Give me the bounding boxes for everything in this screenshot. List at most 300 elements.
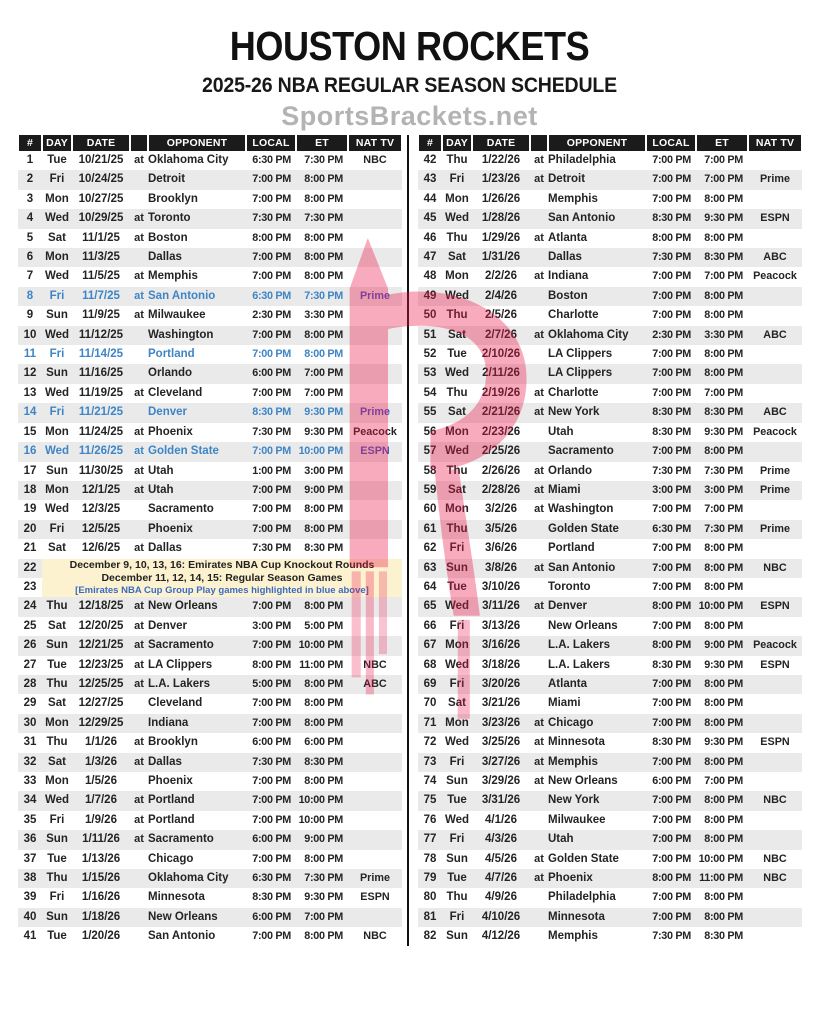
opponent-cell: Memphis [148,270,198,283]
column-header-at [130,135,148,151]
at-cell: at [534,852,544,865]
nattv-cell [748,888,802,907]
game-number-cell: 16 [18,442,42,461]
local-time-cell: 7:00 PM [252,386,291,399]
game-row [18,151,402,170]
et-time-cell: 7:30 PM [296,287,348,306]
et-time-cell: 10:00 PM [296,636,348,655]
at-cell [530,675,548,694]
at-cell [530,306,548,325]
et-time-cell: 8:00 PM [696,442,748,461]
column-header-row [18,135,402,151]
nattv-cell [748,578,802,597]
game-row [18,830,402,849]
et-time-cell: 9:00 PM [696,636,748,655]
day-cell: Sat [48,231,66,244]
local-time-cell: 7:00 PM [252,852,291,865]
day-cell: Thu [446,154,468,166]
nattv-cell: Peacock [353,425,397,438]
et-time-cell: 8:00 PM [696,830,748,849]
local-time-cell: 7:00 PM [246,791,296,810]
date-cell: 3/27/26 [472,753,530,772]
at-cell [130,403,148,422]
date-cell: 2/10/26 [481,348,521,361]
local-time-cell: 7:00 PM [252,775,291,787]
local-time-cell: 8:30 PM [246,403,296,422]
nattv-cell [748,927,802,946]
opponent-cell: LA Clippers [148,658,213,671]
nattv-cell [748,190,802,209]
game-number-cell: 33 [23,775,37,787]
game-number-cell: 52 [423,348,437,361]
game-number-cell: 73 [418,753,442,772]
schedule-table-left [18,135,402,947]
date-cell: 12/3/25 [81,503,121,516]
game-number-cell: 6 [18,248,42,267]
game-number-cell: 25 [23,619,37,632]
day-cell: Thu [42,597,72,616]
at-cell: at [130,675,148,694]
nattv-cell [748,384,802,403]
local-time-cell: 7:30 PM [246,209,296,228]
date-cell: 3/8/26 [472,559,530,578]
local-time-cell: 7:00 PM [652,348,691,361]
date-cell: 3/29/26 [481,775,521,787]
et-time-cell: 9:00 PM [296,830,348,849]
nattv-cell: NBC [763,852,787,865]
game-row [18,326,402,345]
opponent-cell: Brooklyn [148,736,198,749]
game-row [18,500,402,519]
game-number-cell: 36 [18,830,42,849]
local-time-cell: 7:00 PM [252,697,291,710]
opponent-cell: Sacramento [148,830,246,849]
local-time-cell: 8:00 PM [652,231,691,244]
day-cell: Wed [42,326,72,345]
et-time-cell: 5:00 PM [304,619,343,632]
at-cell [530,811,548,830]
column-header-et: ET [296,135,348,151]
date-cell: 1/3/26 [72,753,130,772]
date-cell: 1/9/26 [85,813,117,826]
opponent-cell: Cleveland [148,697,203,710]
local-time-cell: 7:30 PM [252,425,291,438]
game-number-cell: 66 [423,619,437,632]
local-time-cell: 7:00 PM [652,270,691,283]
at-cell [530,791,548,810]
et-time-cell: 8:00 PM [296,675,348,694]
opponent-cell: Utah [548,830,646,849]
nattv-cell [748,539,802,558]
game-row [418,248,802,267]
day-cell: Fri [49,891,65,904]
et-time-cell: 3:00 PM [696,481,748,500]
opponent-cell: New York [548,403,646,422]
at-cell: at [134,619,144,632]
local-time-cell: 7:00 PM [646,714,696,733]
nattv-cell: ESPN [760,736,790,749]
date-cell: 3/23/26 [472,714,530,733]
nattv-cell [348,326,402,345]
at-cell: at [130,481,148,500]
day-cell: Mon [42,248,72,267]
date-cell: 12/27/25 [78,697,124,710]
game-row [418,267,802,286]
game-number-cell: 7 [26,270,34,283]
schedule-tables [18,135,802,947]
nattv-cell: ESPN [760,658,790,671]
date-cell: 1/16/26 [81,891,121,904]
local-time-cell: 7:00 PM [252,503,291,516]
et-time-cell: 8:00 PM [304,270,343,283]
date-cell: 11/1/25 [82,231,120,244]
day-cell: Mon [42,714,72,733]
game-row [418,442,802,461]
opponent-cell: Phoenix [148,775,193,787]
date-cell: 11/24/25 [78,425,124,438]
et-time-cell: 9:30 PM [704,658,743,671]
at-cell: at [530,869,548,888]
local-time-cell: 8:00 PM [252,231,291,244]
nattv-cell [748,617,802,636]
nattv-cell: Peacock [748,636,802,655]
game-number-cell: 61 [418,520,442,539]
et-time-cell: 8:00 PM [296,714,348,733]
at-cell: at [534,464,544,477]
game-row [18,229,402,248]
day-cell: Fri [42,287,72,306]
game-number-cell: 40 [18,908,42,927]
et-time-cell: 8:00 PM [304,775,343,787]
at-cell: at [134,386,144,399]
nattv-cell [348,811,402,830]
game-row [418,229,802,248]
game-number-cell: 11 [23,348,37,361]
nattv-cell: NBC [363,658,387,671]
game-number-cell: 9 [26,309,34,322]
nattv-cell [348,830,402,849]
game-row [418,326,802,345]
local-time-cell: 2:30 PM [252,309,291,322]
day-cell: Sun [46,309,68,322]
nattv-cell [348,753,402,772]
nattv-cell [748,830,802,849]
at-cell [530,190,548,209]
game-number-cell: 12 [18,364,42,383]
local-time-cell: 1:00 PM [252,464,291,477]
game-number-cell: 35 [23,813,37,826]
local-time-cell: 7:30 PM [646,248,696,267]
game-row [18,539,402,558]
day-cell: Tue [47,658,67,671]
day-cell: Wed [44,386,70,399]
nattv-cell: Prime [348,869,402,888]
at-cell [130,345,148,364]
game-number-cell: 44 [423,192,437,205]
column-header-day: DAY [42,135,72,151]
game-row [418,481,802,500]
et-time-cell: 7:00 PM [704,386,743,399]
game-row [18,384,402,403]
nattv-cell [748,811,802,830]
et-time-cell: 7:00 PM [704,270,743,283]
et-time-cell: 8:00 PM [704,891,743,904]
et-time-cell: 7:00 PM [304,386,343,399]
column-header-nat-tv: NAT TV [348,135,402,151]
game-number-cell: 34 [18,791,42,810]
date-cell: 4/5/26 [485,852,517,865]
date-cell: 3/13/26 [481,619,521,632]
day-cell: Tue [447,580,467,593]
nattv-cell: ESPN [348,442,402,461]
date-cell: 1/15/26 [72,869,130,888]
nattv-cell: Prime [748,520,802,539]
at-cell [130,248,148,267]
opponent-cell: Denver [148,619,187,632]
et-time-cell: 10:00 PM [296,442,348,461]
at-cell: at [134,231,144,244]
et-time-cell: 7:30 PM [304,154,343,166]
game-row [418,597,802,616]
day-cell: Tue [442,791,472,810]
at-cell: at [534,736,544,749]
nattv-cell [348,597,402,616]
at-cell: at [130,209,148,228]
opponent-cell: Boston [148,231,188,244]
day-cell: Sun [446,852,468,865]
nattv-cell [348,714,402,733]
game-row [18,811,402,830]
game-row [418,364,802,383]
et-time-cell: 8:00 PM [696,559,748,578]
et-time-cell: 8:00 PM [696,675,748,694]
game-number-cell: 50 [423,309,437,322]
local-time-cell: 8:00 PM [646,597,696,616]
et-time-cell: 8:00 PM [704,580,743,593]
opponent-cell: Washington [148,326,246,345]
at-cell: at [130,753,148,772]
et-time-cell: 7:00 PM [296,364,348,383]
opponent-cell: Indiana [548,270,589,283]
opponent-cell: Memphis [548,753,646,772]
opponent-cell: Boston [548,287,646,306]
date-cell: 3/20/26 [472,675,530,694]
et-time-cell: 9:30 PM [704,736,743,749]
day-cell: Sun [42,364,72,383]
opponent-cell: Oklahoma City [148,154,229,166]
nattv-cell: Prime [348,287,402,306]
cup-note-line-1: December 9, 10, 13, 16: Emirates NBA Cup Knockout Rounds [69,558,375,571]
nattv-cell [748,694,802,713]
game-number-cell: 53 [418,364,442,383]
column-header-opponent: OPPONENT [548,135,646,151]
game-number-cell: 69 [418,675,442,694]
at-cell [530,636,548,655]
game-number-cell: 5 [26,231,34,244]
day-cell: Fri [442,753,472,772]
game-number-cell: 37 [23,852,37,865]
day-cell: Wed [42,442,72,461]
local-time-cell: 7:00 PM [646,753,696,772]
at-cell: at [134,813,144,826]
nattv-cell [748,151,802,170]
game-number-cell: 26 [18,636,42,655]
date-cell: 2/21/26 [472,403,530,422]
date-cell: 2/23/26 [481,425,521,438]
day-cell: Mon [445,425,469,438]
et-time-cell: 8:00 PM [696,908,748,927]
nattv-cell [748,675,802,694]
game-row [418,170,802,189]
opponent-cell: Dallas [548,248,646,267]
game-row [418,423,802,442]
opponent-cell: San Antonio [548,209,646,228]
day-cell: Sun [42,830,72,849]
et-time-cell: 3:00 PM [304,464,343,477]
at-cell: at [530,170,548,189]
at-cell: at [134,542,144,555]
nattv-cell [748,772,802,791]
schedule-table-right [418,135,802,947]
at-cell: at [134,736,144,749]
local-time-cell: 8:30 PM [646,209,696,228]
local-time-cell: 7:00 PM [652,580,691,593]
nattv-cell: NBC [748,791,802,810]
opponent-cell: Portland [148,813,195,826]
date-cell: 11/30/25 [78,464,124,477]
local-time-cell: 6:00 PM [246,364,296,383]
et-time-cell: 8:00 PM [296,326,348,345]
at-cell [530,927,548,946]
et-time-cell: 8:00 PM [296,597,348,616]
game-row [418,345,802,364]
nattv-cell: NBC [363,930,387,943]
game-number-cell: 29 [23,697,37,710]
et-time-cell: 8:00 PM [296,520,348,539]
game-row [18,520,402,539]
at-cell [130,927,148,946]
at-cell: at [130,442,148,461]
day-cell: Fri [49,348,65,361]
game-number-cell: 57 [418,442,442,461]
date-cell: 12/5/25 [72,520,130,539]
local-time-cell: 8:30 PM [652,658,691,671]
et-time-cell: 8:00 PM [296,170,348,189]
local-time-cell: 7:00 PM [246,248,296,267]
date-cell: 1/18/26 [72,908,130,927]
local-time-cell: 7:30 PM [652,464,691,477]
nattv-cell [348,850,402,869]
date-cell: 12/23/25 [78,658,124,671]
opponent-cell: Atlanta [548,675,646,694]
at-cell: at [534,231,544,244]
local-time-cell: 6:30 PM [246,287,296,306]
opponent-cell: LA Clippers [548,364,646,383]
game-number-cell: 67 [418,636,442,655]
game-row [418,830,802,849]
game-row [18,248,402,267]
at-cell [530,656,548,675]
date-cell: 2/5/26 [485,309,517,322]
at-cell: at [530,597,548,616]
et-time-cell: 9:30 PM [304,425,343,438]
local-time-cell: 7:00 PM [246,442,296,461]
game-number-cell: 21 [23,542,37,555]
day-cell: Sat [48,697,66,710]
et-time-cell: 8:00 PM [704,309,743,322]
et-time-cell: 9:30 PM [304,891,343,904]
game-row [18,636,402,655]
local-time-cell: 7:30 PM [652,930,691,943]
et-time-cell: 7:00 PM [296,908,348,927]
et-time-cell: 8:00 PM [704,542,743,555]
column-header--: # [418,135,442,151]
date-cell: 11/16/25 [72,364,130,383]
game-number-cell: 42 [423,154,437,166]
date-cell: 2/28/26 [472,481,530,500]
at-cell: at [530,403,548,422]
day-cell: Sun [42,908,72,927]
nattv-cell: NBC [748,559,802,578]
date-cell: 2/2/26 [485,270,517,283]
date-cell: 12/20/25 [78,619,124,632]
nattv-cell [348,791,402,810]
opponent-cell: Sacramento [148,636,246,655]
nattv-cell: ESPN [748,597,802,616]
opponent-cell: Portland [148,791,246,810]
et-time-cell: 6:00 PM [304,736,343,749]
cup-note-row [18,559,402,578]
day-cell: Wed [44,270,70,283]
date-cell: 11/3/25 [72,248,130,267]
date-cell: 4/12/26 [481,930,521,943]
day-cell: Wed [444,813,470,826]
at-cell: at [134,658,144,671]
et-time-cell: 10:00 PM [298,813,343,826]
game-number-cell: 19 [23,503,37,516]
opponent-cell: Orlando [548,464,593,477]
game-row [18,287,402,306]
at-cell [130,190,148,209]
opponent-cell: Memphis [548,192,598,205]
at-cell [530,423,548,442]
at-cell [530,694,548,713]
day-cell: Thu [446,231,468,244]
opponent-cell: Dallas [148,542,182,555]
game-row [18,908,402,927]
opponent-cell: Toronto [548,580,591,593]
day-cell: Mon [45,192,69,205]
local-time-cell: 7:00 PM [652,697,691,710]
brand-text: SportsBrackets.net [281,101,538,131]
opponent-cell: Miami [548,481,646,500]
opponent-cell: Dallas [148,753,246,772]
game-number-cell: 63 [418,559,442,578]
game-row [18,733,402,752]
at-cell [130,908,148,927]
game-number-cell: 71 [418,714,442,733]
column-header-date: DATE [72,135,130,151]
day-cell: Tue [47,852,67,865]
day-cell: Thu [42,675,72,694]
at-cell [530,830,548,849]
day-cell: Wed [42,791,72,810]
day-cell: Sun [446,775,468,787]
at-cell [130,772,148,791]
nattv-cell [748,306,802,325]
opponent-cell: Phoenix [148,425,193,438]
at-cell [530,888,548,907]
